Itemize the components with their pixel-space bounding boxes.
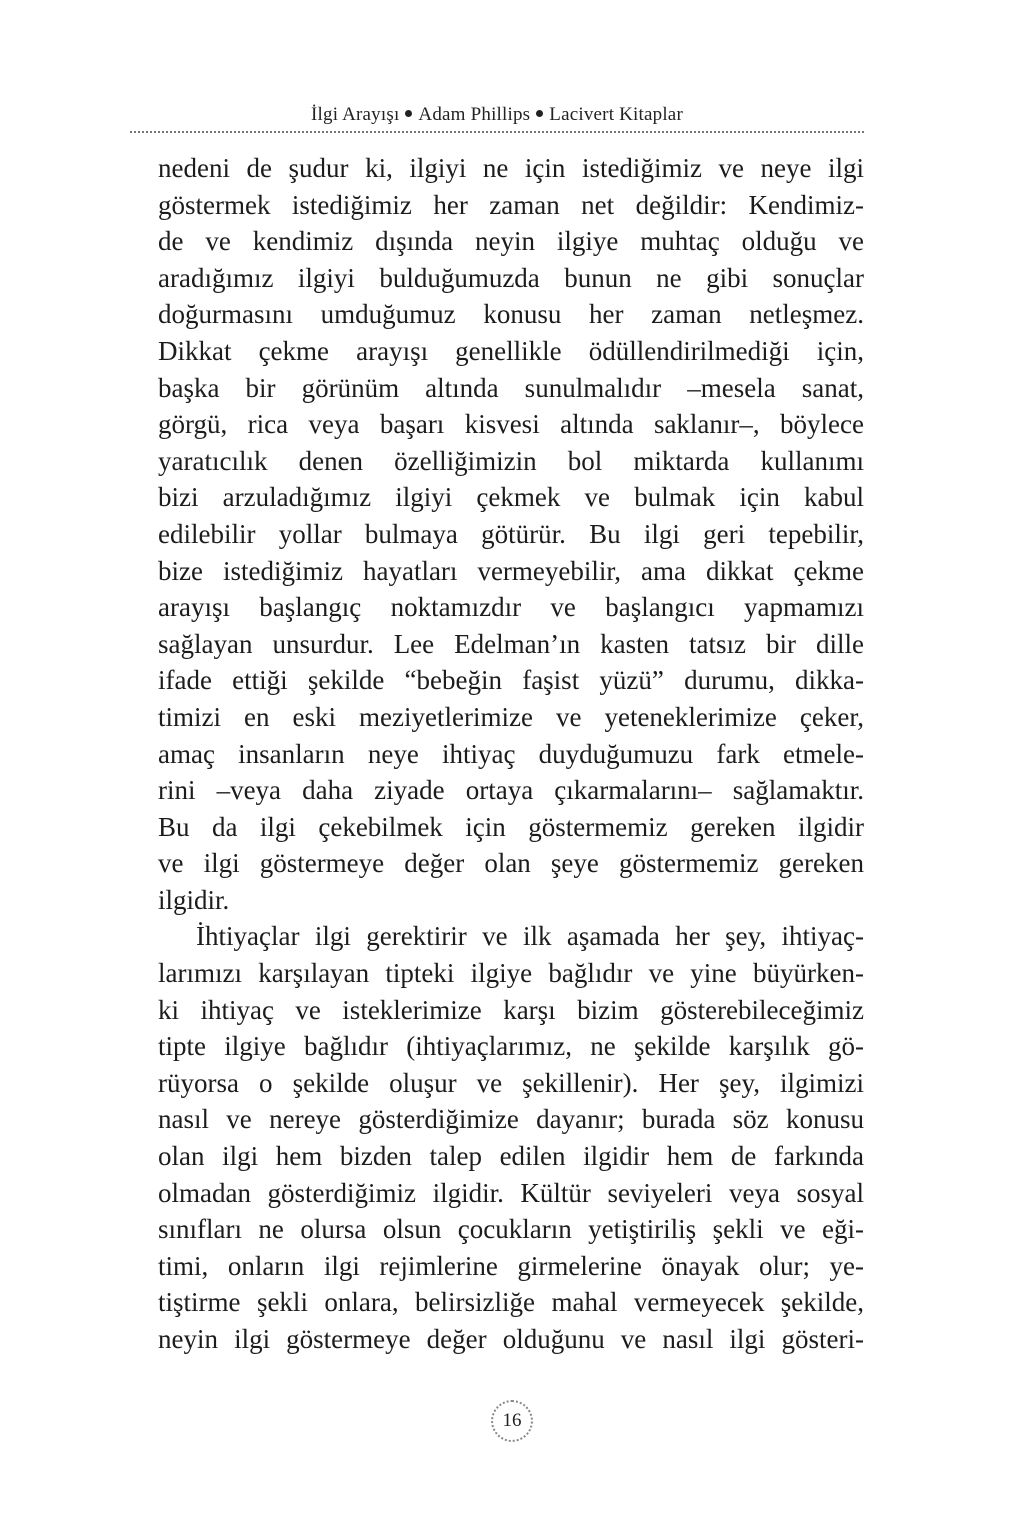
text-line: timi, onların ilgi rejimlerine girmelerine önayak olur; ye-: [158, 1250, 864, 1281]
text-line: ilgidir.: [158, 884, 230, 915]
text-line: nedeni de şudur ki, ilgiyi ne için istediğimiz ve neye ilgi: [158, 153, 864, 183]
text-line: Dikkat çekme arayışı genellikle ödüllendirilmediği için,: [158, 335, 864, 366]
text-line: tipte ilgiye bağlıdır (ihtiyaçlarımız, ne şekilde karşılık gö-: [158, 1031, 864, 1062]
text-line: aradığımız ilgiyi bulduğumuzda bunun ne gibi sonuçlar: [158, 262, 864, 293]
text-line: İhtiyaçlar ilgi gerektirir ve ilk aşamada her şey, ihtiyaç-: [196, 921, 864, 952]
text-line: olan ilgi hem bizden talep edilen ilgidir hem de farkında: [158, 1141, 864, 1172]
text-line: nasıl ve nereye gösterdiğimize dayanır; burada söz konusu: [158, 1104, 864, 1135]
bullet-separator-icon: [405, 110, 412, 117]
body-text: [158, 150, 864, 1358]
book-title: İlgi Arayışı: [311, 104, 400, 125]
text-line: başka bir görünüm altında sunulmalıdır –mesela sanat,: [158, 372, 864, 403]
text-line: ki ihtiyaç ve isteklerimize karşı bizim gösterebileceğimiz: [158, 994, 864, 1025]
text-line: rini –veya daha ziyade ortaya çıkarmalarını– sağlamaktır.: [158, 775, 864, 806]
text-line: amaç insanların neye ihtiyaç duyduğumuzu fark etmele-: [158, 738, 864, 769]
text-line: sınıfları ne olursa olsun çocukların yetiştiriliş şekli ve eği-: [158, 1214, 864, 1245]
paragraph: [158, 918, 864, 1357]
text-line: görgü, rica veya başarı kisvesi altında saklanır–, böylece: [158, 409, 864, 440]
text-line: larımızı karşılayan tipteki ilgiye bağlıdır ve yine büyürken-: [158, 958, 864, 989]
page-number: 16: [491, 1400, 533, 1442]
text-line: arayışı başlangıç noktamızdır ve başlangıcı yapmamızı: [158, 592, 864, 623]
publisher-name: Lacivert Kitaplar: [549, 104, 683, 125]
bullet-separator-icon: [536, 110, 543, 117]
text-line: Bu da ilgi çekebilmek için göstermemiz gereken ilgidir: [158, 811, 864, 842]
text-line: bizi arzuladığımız ilgiyi çekmek ve bulmak için kabul: [158, 482, 864, 513]
text-line: doğurmasını umduğumuz konusu her zaman netleşmez.: [158, 299, 864, 330]
text-line: tiştirme şekli onlara, belirsizliğe mahal vermeyecek şekilde,: [158, 1287, 864, 1318]
text-line: de ve kendimiz dışında neyin ilgiye muhtaç olduğu ve: [158, 226, 864, 257]
text-line: ifade ettiği şekilde “bebeğin faşist yüzü” durumu, dikka-: [158, 665, 864, 696]
text-line: ve ilgi göstermeye değer olan şeye göstermemiz gereken: [158, 848, 864, 879]
text-line: rüyorsa o şekilde oluşur ve şekillenir). Her şey, ilgimizi: [158, 1067, 864, 1098]
text-line: neyin ilgi göstermeye değer olduğunu ve nasıl ilgi gösteri-: [158, 1324, 864, 1354]
paragraph: [158, 150, 864, 918]
text-line: edilebilir yollar bulmaya götürür. Bu ilgi geri tepebilir,: [158, 518, 864, 549]
text-line: yaratıcılık denen özelliğimizin bol miktarda kullanımı: [158, 445, 864, 476]
author-name: Adam Phillips: [418, 104, 531, 125]
header-dotted-rule: [130, 131, 864, 133]
running-header: [130, 104, 864, 126]
text-line: olmadan gösterdiğimiz ilgidir. Kültür seviyeleri veya sosyal: [158, 1177, 864, 1208]
text-line: timizi en eski meziyetlerimize ve yeteneklerimize çeker,: [158, 701, 864, 732]
text-line: göstermek istediğimiz her zaman net değildir: Kendimiz-: [158, 189, 864, 220]
text-line: sağlayan unsurdur. Lee Edelman’ın kasten tatsız bir dille: [158, 628, 864, 659]
text-line: bize istediğimiz hayatları vermeyebilir, ama dikkat çekme: [158, 555, 864, 586]
